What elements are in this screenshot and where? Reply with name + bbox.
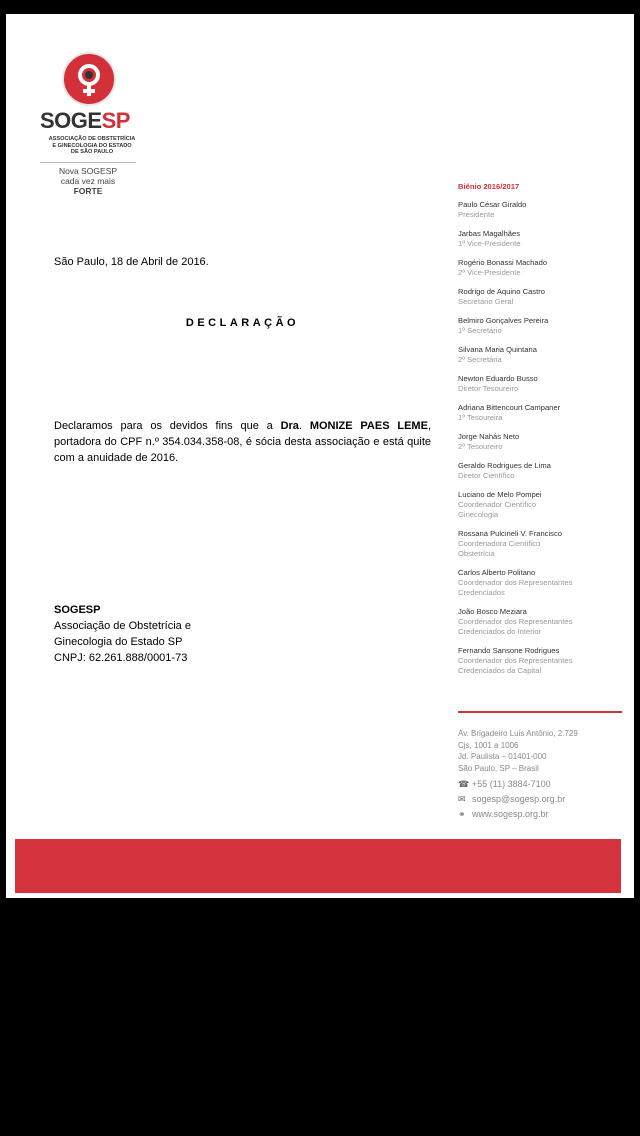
- declaration-paragraph: Declaramos para os devidos fins que a Dra. MONIZE PAES LEME, portadora do CPF n.º 354.034.358-08, é sócia desta associação e está quite com a anuidade de 2016.: [54, 420, 431, 464]
- board-member: João Bosco Meziara Coordenador dos Representantes Credenciados do Interior: [458, 607, 573, 636]
- logo-slogan: Nova SOGESP cada vez mais FORTE: [58, 166, 118, 196]
- board-member: Fernando Sansone Rodrigues Coordenador dos Representantes Credenciados da Capital: [458, 646, 573, 675]
- signature-cnpj: CNPJ: 62.261.888/0001-73: [54, 652, 188, 664]
- board-member: Geraldo Rodrigues de Lima Diretor Científico: [458, 461, 551, 480]
- board-member: Jarbas Magalhães 1º Vice-Presidente: [458, 229, 521, 248]
- letter-title: DECLARAÇÃO: [185, 317, 300, 329]
- contact-website[interactable]: ⚭ www.sogesp.org.br: [458, 809, 549, 819]
- board-member: Rodrigo de Aquino Castro Secretário Geral: [458, 287, 545, 306]
- footer-red-bar: [15, 839, 621, 893]
- board-member: Belmiro Gonçalves Pereira 1º Secretário: [458, 316, 549, 335]
- signature-line: Ginecologia do Estado SP: [54, 636, 183, 648]
- venus-symbol-icon: [62, 52, 116, 106]
- letter-date: São Paulo, 18 de Abril de 2016.: [54, 256, 209, 268]
- board-member: Carlos Alberto Politano Coordenador dos Representantes Credenciados: [458, 568, 573, 597]
- logo-wordmark: SOGESP: [40, 108, 130, 133]
- logo-subtitle: ASSOCIAÇÃO DE OBSTETRÍCIA E GINECOLOGIA DO ESTADO DE SÃO PAULO: [48, 136, 136, 155]
- board-member: Rogério Bonassi Machado 2º Vice-Presidente: [458, 258, 548, 277]
- letter-page: [6, 14, 634, 898]
- board-member: Adriana Bittencourt Campaner 1º Tesoureira: [458, 403, 561, 422]
- link-icon: ⚭: [458, 809, 466, 819]
- red-divider: [458, 711, 622, 713]
- signature-block: [54, 602, 431, 666]
- board-member: Silvana Maria Quintana 2º Secretária: [458, 345, 537, 364]
- board-member: Paulo César Giraldo Presidente: [458, 200, 527, 219]
- contact-email[interactable]: ✉ sogesp@sogesp.org.br: [458, 794, 566, 804]
- board-list: [458, 182, 628, 685]
- board-member: Newton Eduardo Busso Diretor Tesoureiro: [458, 374, 538, 393]
- address-block: Av. Brigadeiro Luis Antônio, 2.729 Cjs, 1001 a 1006 Jd. Paulista – 01401-000 São Paulo, SP – Brasil: [458, 729, 578, 773]
- phone-icon: ☎: [458, 779, 470, 789]
- contact-phone: ☎ +55 (11) 3884-7100: [458, 779, 551, 789]
- logo-divider: [40, 162, 136, 163]
- board-member: Luciano de Melo Pompei Coordenador Científico Ginecologia: [458, 490, 542, 519]
- signature-line: Associação de Obstetrícia e: [54, 620, 191, 632]
- board-title: Biênio 2016/2017: [458, 182, 520, 191]
- board-member: Jorge Nahás Neto 2º Tesoureiro: [458, 432, 520, 451]
- signature-org: SOGESP: [54, 604, 101, 616]
- board-member: Rossana Pulcineli V. Francisco Coordenadora Científico Obstetrícia: [458, 529, 562, 558]
- envelope-icon: ✉: [458, 794, 466, 804]
